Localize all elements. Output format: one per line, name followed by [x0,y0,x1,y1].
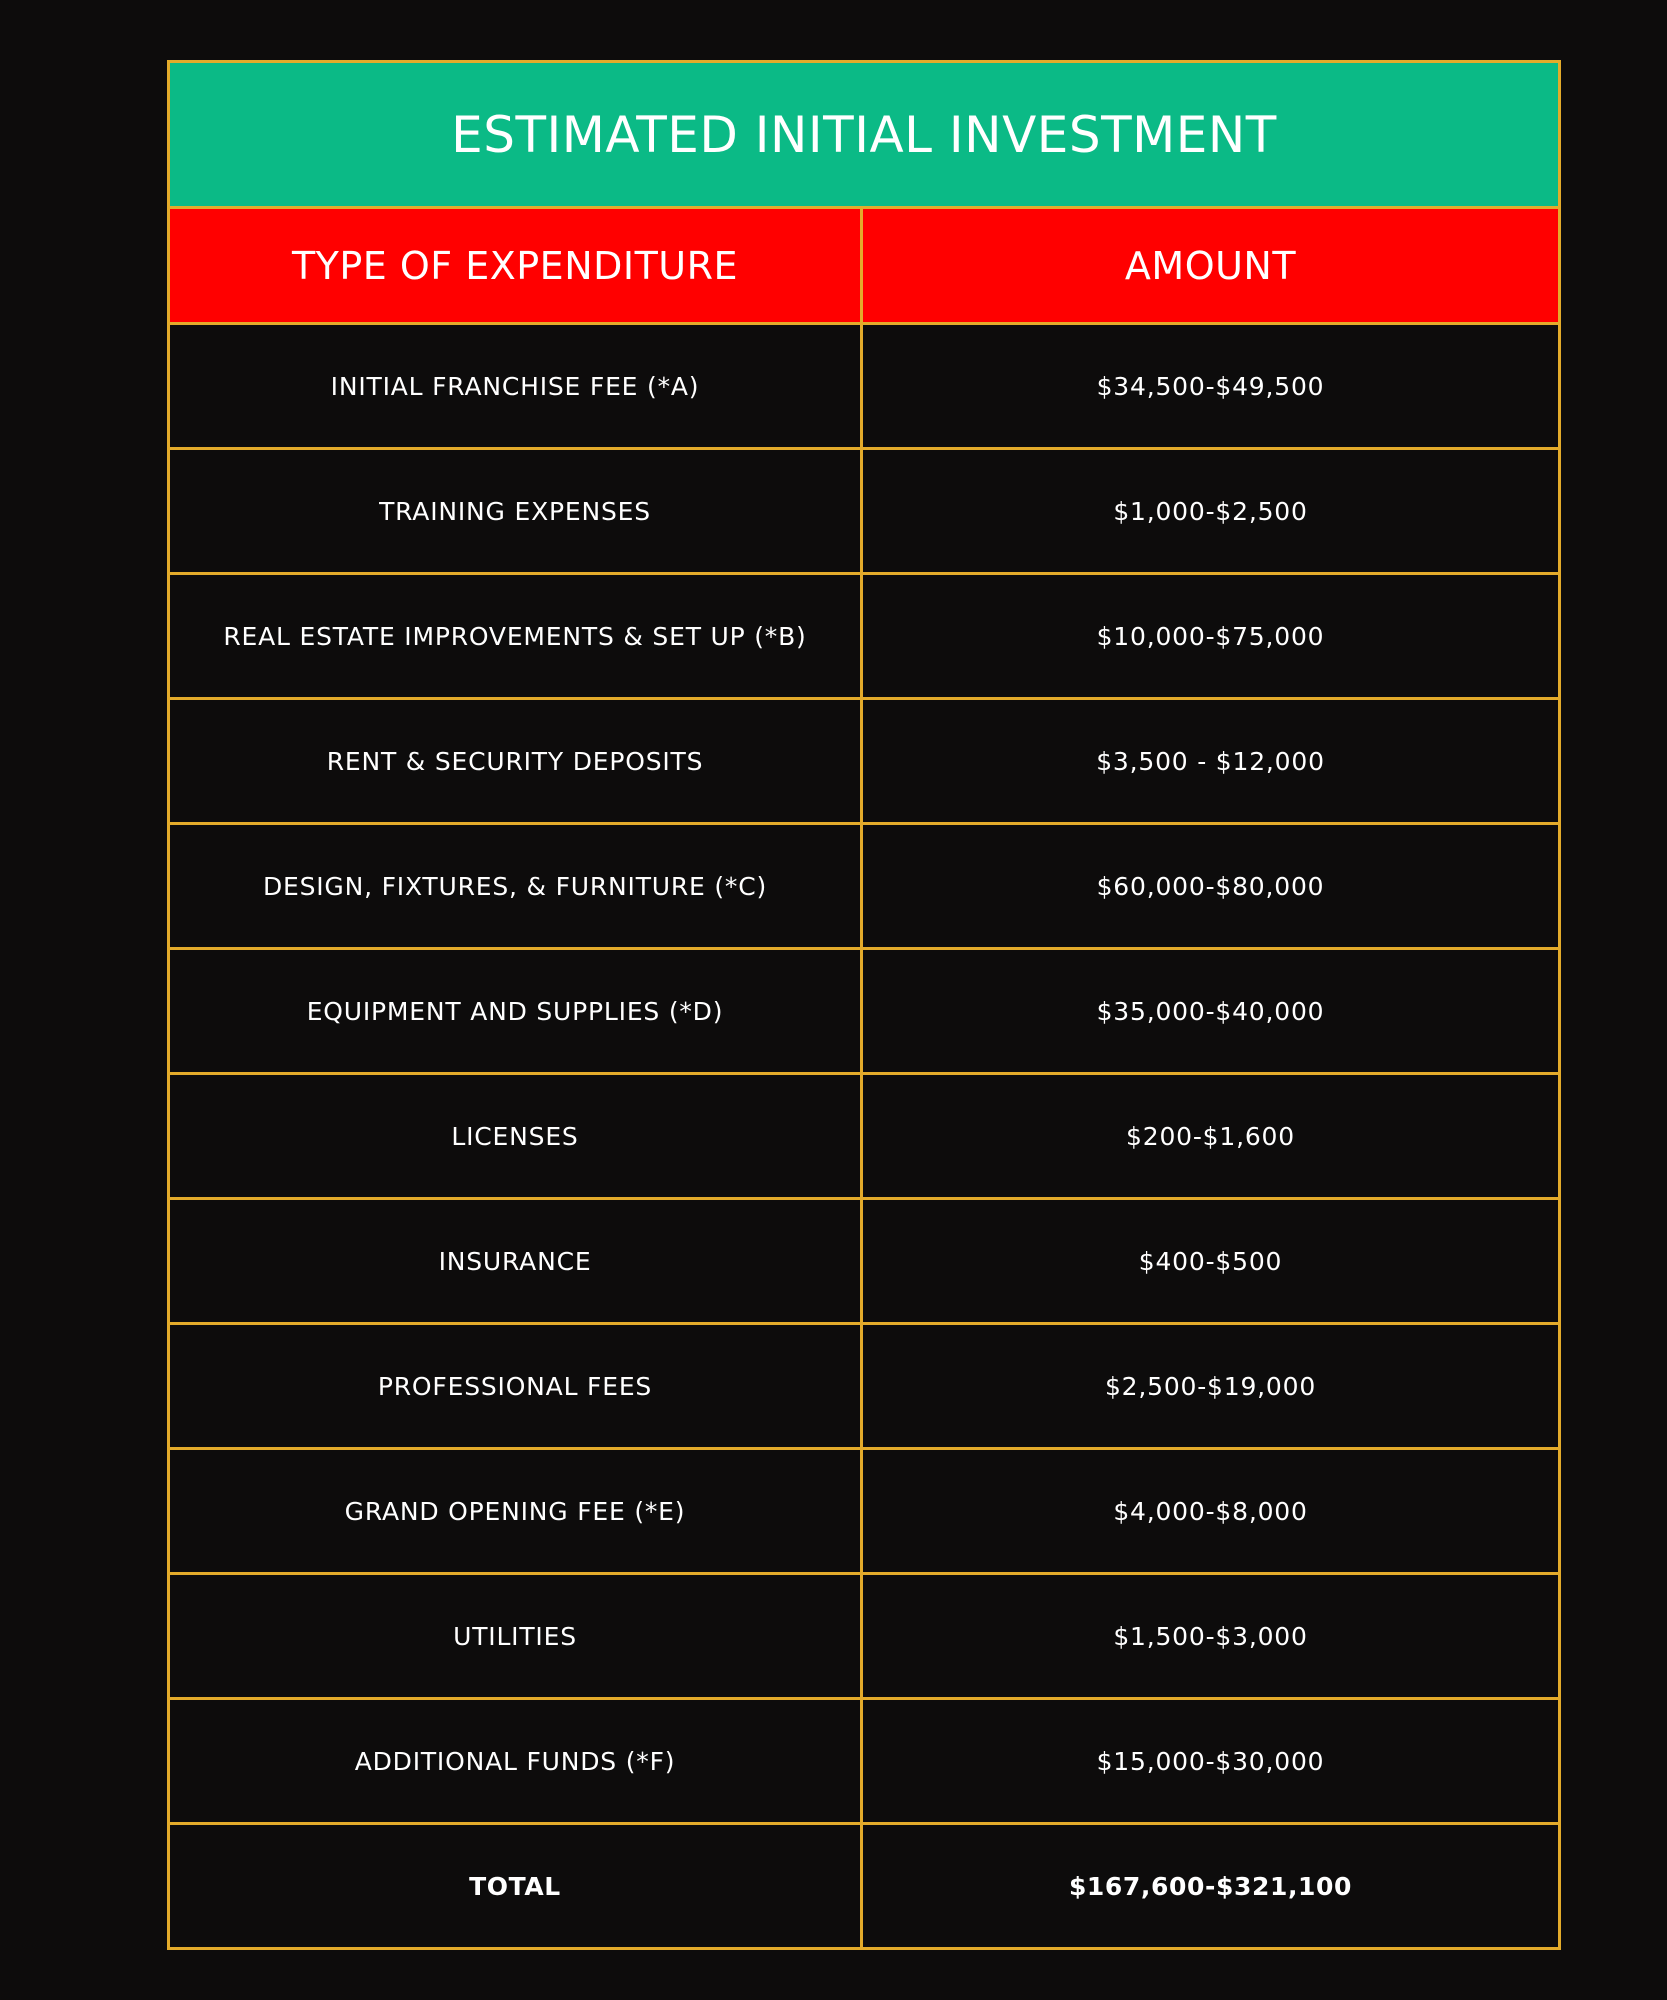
expenditure-type-cell: REAL ESTATE IMPROVEMENTS & SET UP (*B) [170,575,863,697]
expenditure-type-cell: PROFESSIONAL FEES [170,1325,863,1447]
table-row [170,1700,1558,1825]
expenditure-type-cell: DESIGN, FIXTURES, & FURNITURE (*C) [170,825,863,947]
table-header-row [170,209,1558,325]
amount-cell: $34,500-$49,500 [1096,371,1325,401]
amount-cell: $60,000-$80,000 [1096,871,1325,901]
expenditure-type-cell: EQUIPMENT AND SUPPLIES (*D) [170,950,863,1072]
table-row [170,1075,1558,1200]
expenditure-type-cell: TRAINING EXPENSES [170,450,863,572]
table-row [170,1325,1558,1450]
amount-cell: $400-$500 [1138,1246,1283,1276]
header-amount: AMOUNT [1124,243,1297,288]
expenditure-type-cell: ADDITIONAL FUNDS (*F) [170,1700,863,1822]
table-title: ESTIMATED INITIAL INVESTMENT [170,63,1558,209]
investment-table [167,60,1561,1950]
expenditure-type-cell: INSURANCE [170,1200,863,1322]
header-type-of-expenditure: TYPE OF EXPENDITURE [170,209,863,322]
table-row [170,1575,1558,1700]
table-row [170,950,1558,1075]
expenditure-type-cell: LICENSES [170,1075,863,1197]
amount-cell: $4,000-$8,000 [1113,1496,1308,1526]
table-row [170,1450,1558,1575]
expenditure-type-cell: GRAND OPENING FEE (*E) [170,1450,863,1572]
amount-cell: $1,500-$3,000 [1113,1621,1308,1651]
amount-cell: $15,000-$30,000 [1096,1746,1325,1776]
total-amount: $167,600-$321,100 [1068,1871,1353,1901]
amount-cell: $1,000-$2,500 [1113,496,1308,526]
table-row [170,700,1558,825]
amount-cell: $200-$1,600 [1126,1121,1295,1151]
expenditure-type-cell: INITIAL FRANCHISE FEE (*A) [170,325,863,447]
amount-cell: $3,500 - $12,000 [1096,746,1325,776]
amount-cell: $35,000-$40,000 [1096,996,1325,1026]
table-row [170,575,1558,700]
table-row [170,825,1558,950]
table-row [170,1200,1558,1325]
expenditure-type-cell: RENT & SECURITY DEPOSITS [170,700,863,822]
amount-cell: $10,000-$75,000 [1096,621,1325,651]
amount-cell: $2,500-$19,000 [1104,1371,1317,1401]
table-row [170,325,1558,450]
total-label: TOTAL [170,1825,863,1947]
expenditure-type-cell: UTILITIES [170,1575,863,1697]
table-total-row [170,1825,1558,1947]
table-row [170,450,1558,575]
